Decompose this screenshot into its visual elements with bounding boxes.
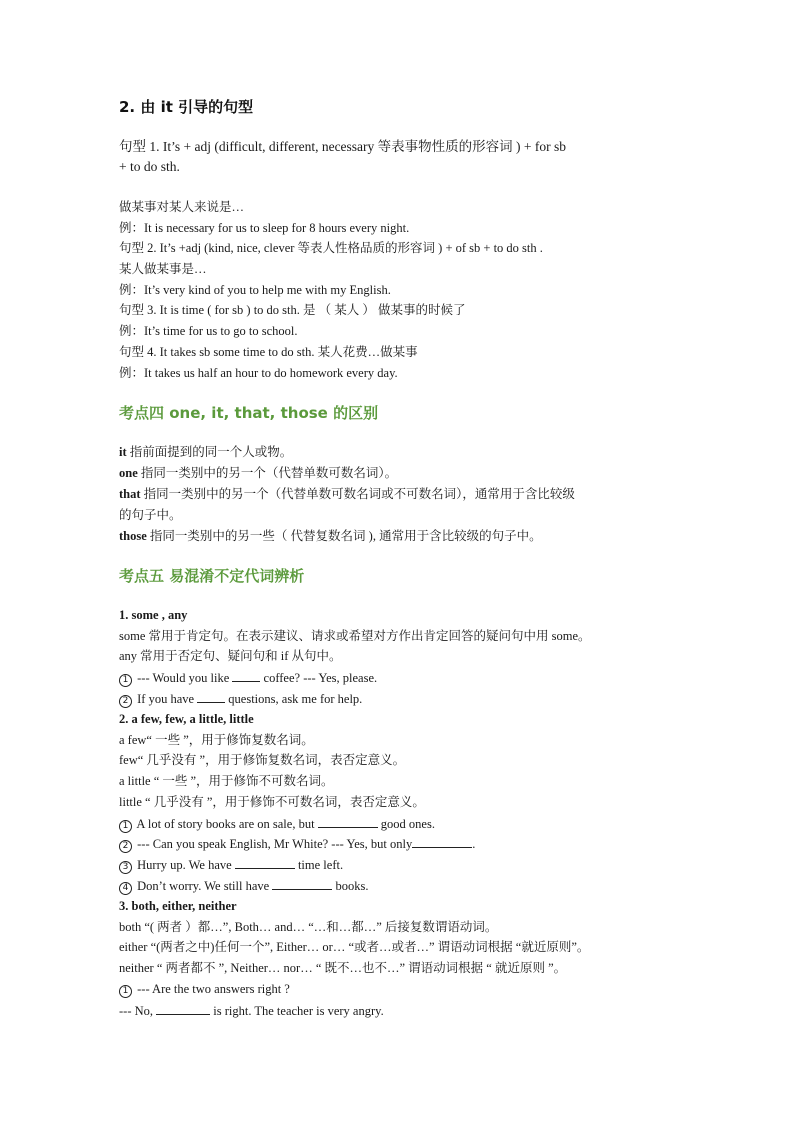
section-heading-kaodian-4: 考点四 one, it, that, those 的区别	[119, 404, 379, 422]
example-4: 例：It takes us half an hour to do homework every day.	[119, 366, 398, 380]
exercise-text: --- Are the two answers right ?	[134, 982, 290, 996]
example-1: 例：It is necessary for us to sleep for 8 hours every night.	[119, 221, 410, 235]
exercise-text: good ones.	[377, 817, 435, 831]
circled-number: 2	[119, 840, 132, 853]
pattern-1-line: 句型 1. It’s + adj (difficult, different, necessary 等表事物性质的形容词 ) + for sb	[119, 139, 567, 154]
those-definition-text: 指同一类别中的另一些（ 代替复数名词 ), 通常用于含比较级的句子中。	[146, 529, 542, 543]
exercise-few-little-3	[119, 856, 343, 874]
circled-number: 3	[119, 861, 132, 874]
exercise-text: Hurry up. We have	[134, 858, 235, 872]
it-definition	[119, 444, 292, 460]
a-few-usage: a few“ 一些 ”，用于修饰复数名词。	[119, 733, 314, 747]
circled-number: 1	[119, 985, 132, 998]
exercise-both-either-1	[119, 981, 290, 998]
that-definition	[119, 486, 575, 502]
exercise-some-any-2	[119, 690, 362, 708]
exercise-both-either-1-answer	[119, 1002, 384, 1019]
exercise-text: questions, ask me for help.	[225, 692, 363, 706]
example-2: 例：It’s very kind of you to help me with my English.	[119, 283, 391, 297]
a-little-usage: a little “ 一些 ”，用于修饰不可数名词。	[119, 774, 334, 788]
exercise-text: A lot of story books are on sale, but	[134, 817, 318, 831]
answer-blank[interactable]	[235, 856, 295, 869]
little-usage: little “ 几乎没有 ”，用于修饰不可数名词，表否定意义。	[119, 795, 425, 809]
exercise-text: If you have	[134, 692, 198, 706]
exercise-text: --- Can you speak English, Mr White? --- Yes, but only	[134, 837, 413, 851]
circled-number: 1	[119, 820, 132, 833]
that-definition-cont: 的句子中。	[119, 508, 182, 522]
exercise-few-little-4	[119, 877, 368, 895]
both-usage: both “( 两者 ）都…”, Both… and… “…和…都…” 后接复数谓语动词。	[119, 920, 498, 934]
pattern-1-meaning: 做某事对某人来说是…	[119, 200, 245, 214]
exercise-text: .	[472, 837, 476, 851]
any-usage: any 常用于否定句、疑问句和 if 从句中。	[119, 649, 342, 663]
neither-usage: neither “ 两者都不 ”, Neither… nor… “ 既不…也不…” 谓语动词根据 “ 就近原则 ”。	[119, 961, 567, 975]
those-definition	[119, 528, 542, 544]
answer-blank[interactable]	[412, 835, 472, 848]
pattern-2-meaning: 某人做某事是…	[119, 262, 207, 276]
pattern-2-line: 句型 2. It’s +adj (kind, nice, clever 等表人性格品质的形容词 ) + of sb + to do sth .	[119, 241, 543, 255]
term-that: that	[119, 487, 141, 501]
section-heading-kaodian-5: 考点五 易混淆不定代词辨析	[119, 567, 305, 585]
subheading-both-either-neither: 3. both, either, neither	[119, 899, 237, 913]
exercise-text: --- No,	[119, 1004, 157, 1018]
section-heading-it-patterns: 2. 由 it 引导的句型	[119, 98, 254, 116]
that-definition-text: 指同一类别中的另一个（代替单数可数名词或不可数名词），通常用于含比较级	[140, 487, 575, 501]
term-it: it	[119, 445, 127, 459]
exercise-text: books.	[332, 879, 369, 893]
one-definition-text: 指同一类别中的另一个（代替单数可数名词）。	[137, 466, 398, 480]
answer-blank[interactable]	[156, 1002, 210, 1015]
exercise-text: time left.	[294, 858, 344, 872]
example-3: 例：It’s time for us to go to school.	[119, 324, 298, 338]
answer-blank[interactable]	[232, 669, 260, 682]
circled-number: 4	[119, 882, 132, 895]
exercise-few-little-1	[119, 815, 435, 833]
it-definition-text: 指前面提到的同一个人或物。	[126, 445, 293, 459]
answer-blank[interactable]	[197, 690, 225, 703]
circled-number: 2	[119, 695, 132, 708]
exercise-few-little-2	[119, 835, 475, 853]
subheading-few-little: 2. a few, few, a little, little	[119, 712, 254, 726]
answer-blank[interactable]	[318, 815, 378, 828]
answer-blank[interactable]	[272, 877, 332, 890]
term-those: those	[119, 529, 147, 543]
exercise-text: is right. The teacher is very angry.	[210, 1004, 384, 1018]
exercise-text: coffee? --- Yes, please.	[260, 671, 378, 685]
exercise-some-any-1	[119, 669, 377, 687]
circled-number: 1	[119, 674, 132, 687]
term-one: one	[119, 466, 138, 480]
pattern-3-line: 句型 3. It is time ( for sb ) to do sth. 是 （ 某人 ） 做某事的时候了	[119, 303, 466, 317]
either-usage: either “(两者之中)任何一个”, Either… or… “或者…或者…” 谓语动词根据 “就近原则”。	[119, 940, 590, 954]
some-usage: some 常用于肯定句。在表示建议、请求或希望对方作出肯定回答的疑问句中用 some。	[119, 629, 591, 643]
exercise-text: Don’t worry. We still have	[134, 879, 273, 893]
one-definition	[119, 465, 397, 481]
pattern-4-line: 句型 4. It takes sb some time to do sth. 某人花费…做某事	[119, 345, 418, 359]
subheading-some-any: 1. some , any	[119, 608, 188, 622]
exercise-text: --- Would you like	[134, 671, 233, 685]
few-usage: few“ 几乎没有 ”，用于修饰复数名词，表否定意义。	[119, 753, 406, 767]
pattern-1-line-cont: + to do sth.	[119, 159, 180, 174]
